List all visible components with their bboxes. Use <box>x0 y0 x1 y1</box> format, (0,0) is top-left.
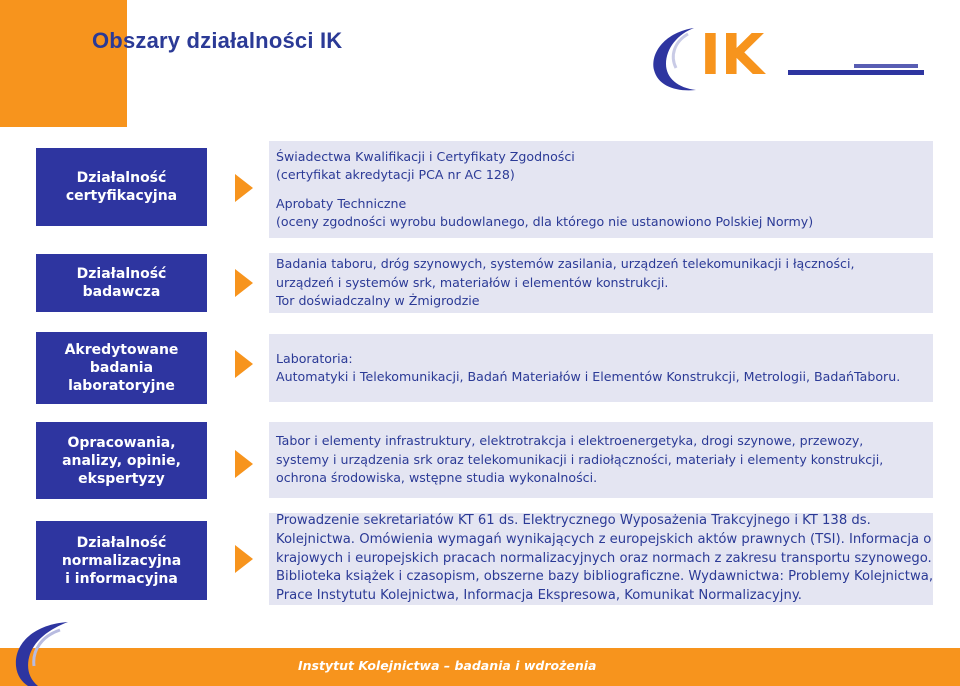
label-ekspertyzy <box>36 422 207 499</box>
arrow-right-icon <box>235 269 253 297</box>
panel-certyfikacyjna <box>269 141 933 238</box>
label-laboratoryjne <box>36 332 207 404</box>
label-line: badania <box>89 360 154 376</box>
panel-line: Tabor i elementy infrastruktury, elektrotrakcja i elektroenergetyka, drogi szynowe, przewozy, <box>276 433 864 449</box>
label-line: Działalność <box>76 534 167 551</box>
label-line: laboratoryjne <box>68 378 175 394</box>
panel-line: Prace Instytutu Kolejnictwa, Informacja Ekspresowa, Komunikat Normalizacyjny. <box>276 588 802 604</box>
arrow-right-icon <box>235 545 253 573</box>
panel-line: Laboratoria: <box>276 350 353 366</box>
ik-logo <box>648 12 930 98</box>
panel-line: Kolejnictwa. Omówienia wymagań wynikających z europejskich aktów prawnych (TSI). Informacja o <box>276 531 932 547</box>
label-line: analizy, opinie, <box>62 452 181 469</box>
panel-normalizacyjna <box>269 513 933 605</box>
panel-line: Automatyki i Telekomunikacji, Badań Materiałów i Elementów Konstrukcji, Metrologii, BadańTaboru. <box>276 369 901 384</box>
panel-badawcza <box>269 253 933 313</box>
label-line: certyfikacyjna <box>65 188 178 204</box>
label-badawcza <box>36 254 207 312</box>
footer-text: Instytut Kolejnictwa – badania i wdrożenia <box>298 658 597 673</box>
label-line: Opracowania, <box>67 434 176 451</box>
label-line: Działalność <box>76 266 167 282</box>
panel-line: Aprobaty Techniczne <box>276 195 407 211</box>
panel-line: Prowadzenie sekretariatów KT 61 ds. Elektrycznego Wyposażenia Trakcyjnego i KT 138 ds. <box>276 513 871 529</box>
panel-line: Tor doświadczalny w Żmigrodzie <box>276 293 480 309</box>
panel-line: Biblioteka książek i czasopism, obszerne bazy bibliograficzne. Wydawnictwa: Problemy Kolejnictwa, <box>276 569 934 585</box>
arrow-right-icon <box>235 350 253 378</box>
arrow-right-icon <box>235 174 253 202</box>
label-line: ekspertyzy <box>78 470 165 487</box>
logo-text: IK <box>700 23 765 88</box>
panel-line: urządzeń i systemów srk, materiałów i elementów konstrukcji. <box>276 274 669 290</box>
label-certyfikacyjna <box>36 148 207 226</box>
corner-accent-block <box>0 0 127 127</box>
label-line: i informacyjna <box>65 570 178 587</box>
panel-laboratoryjne <box>269 334 933 402</box>
page-title: Obszary działalności IK <box>92 28 343 53</box>
label-line: Działalność <box>76 170 167 186</box>
panel-line: (certyfikat akredytacji PCA nr AC 128) <box>276 167 515 182</box>
panel-line: ochrona środowiska, wstępne studia wykonalności. <box>276 470 598 486</box>
label-line: badawcza <box>82 284 161 300</box>
panel-ekspertyzy <box>269 422 933 498</box>
panel-line: Badania taboru, dróg szynowych, systemów zasilania, urządzeń telekomunikacji i łączności, <box>276 256 855 272</box>
panel-line: (oceny zgodności wyrobu budowlanego, dla którego nie ustanowiono Polskiej Normy) <box>276 214 814 229</box>
label-line: normalizacyjna <box>61 552 182 569</box>
swoosh-logo-icon <box>8 618 98 686</box>
panel-line: systemy i urządzenia srk oraz telekomunikacji i radiołączności, materiały i elementy konstrukcji, <box>276 451 884 467</box>
label-line: Akredytowane <box>64 342 179 358</box>
panel-line: krajowych i europejskich pracach normalizacyjnych oraz normach z zakresu transportu szynowego. <box>276 550 932 566</box>
label-normalizacyjna <box>36 521 207 600</box>
panel-line: Świadectwa Kwalifikacji i Certyfikaty Zgodności <box>276 148 575 164</box>
arrow-right-icon <box>235 450 253 478</box>
